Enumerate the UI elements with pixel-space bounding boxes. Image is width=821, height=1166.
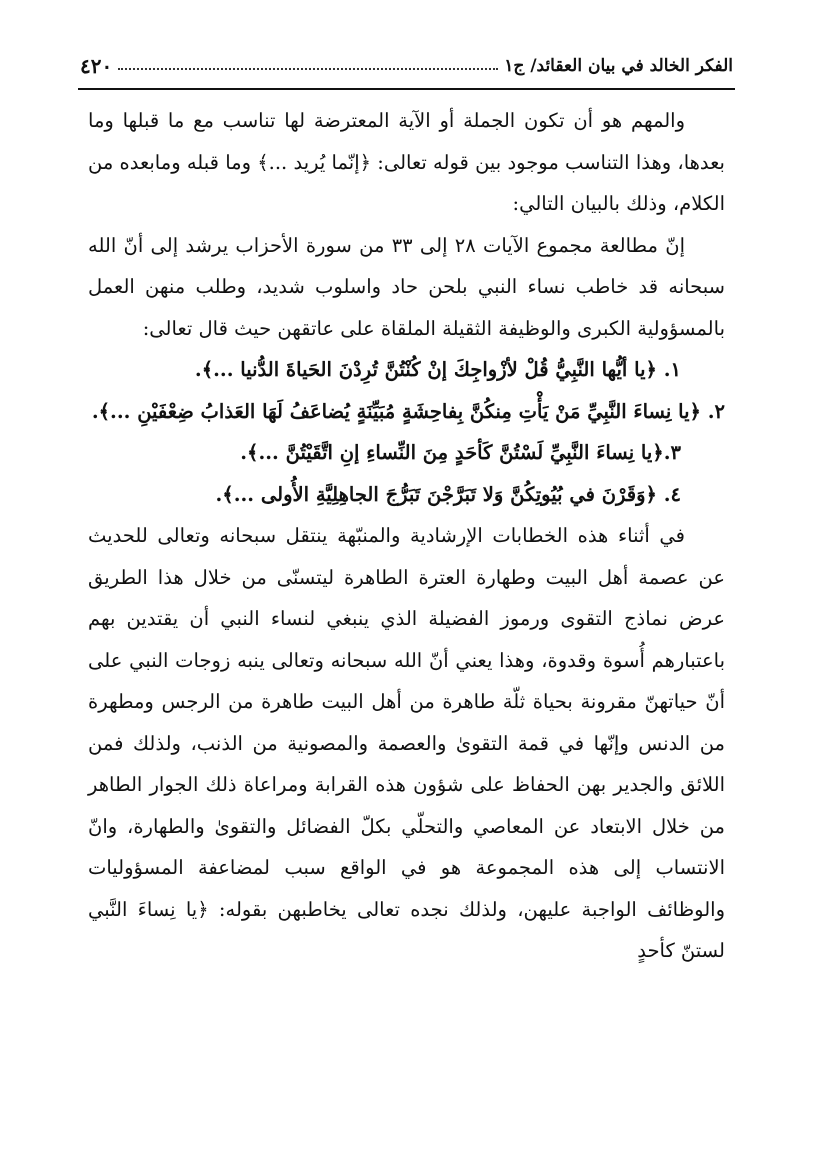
page-header bbox=[80, 40, 733, 84]
running-title: الفكر الخالد في بيان العقائد/ ج١ bbox=[504, 56, 733, 76]
page-number: ٤٢٠ bbox=[80, 54, 113, 78]
verse-item-4: ٤. ﴿وَقَرْنَ في بُيُوتِكُنَّ وَلا تَبَرَّجْنَ تَبَرُّجَ الجاهِلِيَّةِ الأُولى ...﴾. bbox=[215, 482, 681, 506]
verse-item-3: ٣.﴿يا نِساءَ النَّبِيِّ لَسْتُنَّ كَأحَدٍ مِنَ النِّساءِ إنِ اتَّقَيْتُنَّ ...﴾. bbox=[240, 441, 681, 464]
verse-item-2: ٢. ﴿يا نِساءَ النَّبِيِّ مَنْ يَأْتِ مِنكُنَّ بِفاحِشَةٍ مُبَيِّنَةٍ يُضاعَفُ لَهَا العَذابُ ضِعْفَيْنِ ...﴾. bbox=[91, 399, 725, 423]
paragraph-commentary: في أثناء هذه الخطابات الإرشادية والمنبّهة ينتقل سبحانه وتعالى للحديث عن عصمة أهل البيت وطهارة العترة الطاهرة ليتسنّى من خلال هذا الطريق عرض نماذج التقوى ورموز الفضيلة الذي ينبغي لنساء النبي أن يقتدين بهم باعتبارهم أُسوة وقدوة، وهذا يعني أنّ الله سبحانه وتعالى ينبه زوجات النبي على أنّ حياتهنّ مقرونة بحياة ثلّة طاهرة من أهل البيت طاهرة من الرجس ومطهرة من الدنس وإنّها في قمة التقوىٰ والعصمة والمصونية من الذنب، ولذلك فمن اللائق والجدير بهن الحفاظ على شؤون هذه القرابة ومراعاة ذلك الجوار الطاهر من خلال الابتعاد عن المعاصي والتحلّي بكلّ الفضائل والتقوىٰ والطهارة، وانّ الانتساب إلى هذه المجموعة هو في الواقع سبب لمضاعفة المسؤوليات والوظائف الواجبة عليهن، ولذلك نجده تعالى يخاطبهن بقوله: ﴿يا نِساءَ النَّبي لستنّ كأحدٍ bbox=[88, 524, 725, 962]
paragraph-verses-context: إنّ مطالعة مجموع الآيات ٢٨ إلى ٣٣ من سورة الأحزاب يرشد إلى أنّ الله سبحانه قد خاطب نساء النبي بلحن حاد واسلوب شديد، وطلب منهن العمل بالمسؤولية الكبرى والوظيفة الثقيلة الملقاة على عاتقهن حيث قال تعالى: bbox=[88, 233, 725, 340]
page-body bbox=[88, 100, 725, 972]
header-rule bbox=[78, 88, 735, 90]
verse-item-1: ١. ﴿يا أيُّها النَّبِيُّ قُلْ لأزْواجِكَ إنْ كُنْتُنَّ تُرِدْنَ الحَياةَ الدُّنيا ...﴾. bbox=[194, 358, 681, 381]
paragraph-intro: والمهم هو أن تكون الجملة أو الآية المعترضة لها تناسب مع ما قبلها وما بعدها، وهذا التناسب موجود بين قوله تعالى: ﴿إنّما يُريد ...﴾ وما قبله ومابعده من الكلام، وذلك بالبيان التالي: bbox=[88, 109, 725, 215]
header-dot-leader bbox=[118, 67, 498, 70]
